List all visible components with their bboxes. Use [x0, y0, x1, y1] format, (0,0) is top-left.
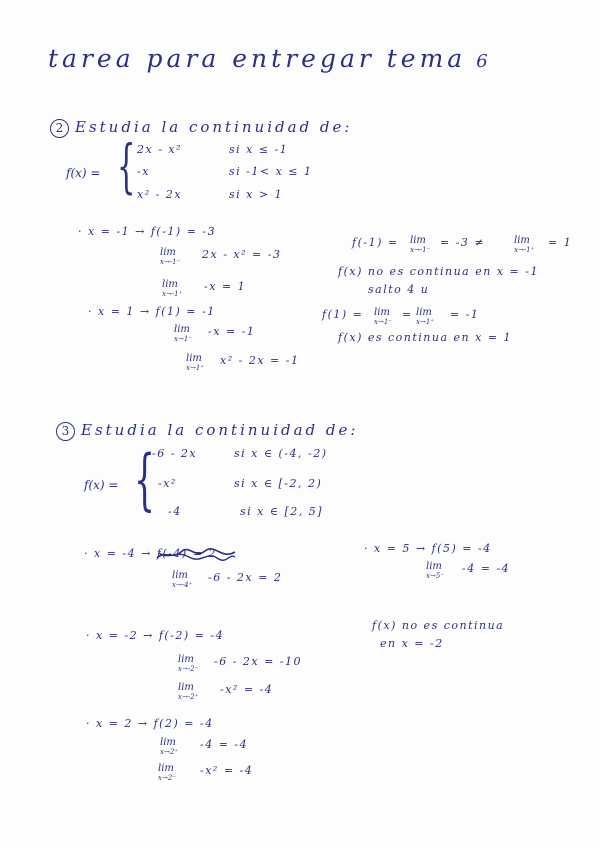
lim-expr: -6 - 2x = 2	[208, 571, 283, 584]
ex2-point-minus-1: · x = -1 → f(-1) = -3	[78, 225, 217, 238]
case-cond: si x ∈ (-4, -2)	[234, 447, 328, 460]
lim-sub: x→1⁺	[186, 364, 204, 372]
lim-word: lim	[410, 235, 426, 246]
lim-sub: x→-1⁺	[514, 246, 535, 254]
ex2-conclusion-1: f(x) es continua en x = 1	[338, 331, 513, 344]
ex3-point-2: · x = 2 → f(2) = -4	[86, 717, 214, 730]
r-text: = 1	[548, 236, 573, 249]
lim-word: lim	[160, 737, 176, 748]
lim-sub: x→2⁻	[158, 774, 176, 782]
case-cond: si -1< x ≤ 1	[229, 165, 313, 178]
lim-expr: -x² = -4	[200, 764, 254, 777]
ex2-conclusion-minus-1: f(x) no es continua en x = -1	[338, 265, 539, 278]
lim-sub: x→-4⁺	[172, 581, 193, 589]
case-expr: -6 - 2x	[152, 447, 198, 460]
lim-word: lim	[178, 654, 194, 665]
point-text: · x = -4 →	[84, 547, 152, 560]
lim-word: lim	[514, 235, 530, 246]
page-title	[48, 44, 488, 73]
lim-sub: x→-2⁻	[178, 665, 199, 673]
case-expr: -x²	[158, 477, 177, 490]
lim-sub: x→5⁻	[426, 572, 444, 580]
exercise-3-number: 3	[56, 422, 75, 441]
ex2-salto: salto 4 u	[368, 283, 430, 296]
exercise-2-case-3	[137, 188, 283, 201]
lim-word: lim	[160, 247, 176, 258]
r-text: = -3 ≠	[440, 236, 486, 249]
ex3-conclusion-line-2: en x = -2	[380, 637, 444, 650]
case-cond: si x ≤ -1	[229, 143, 289, 156]
lim-sub: x→2⁺	[160, 748, 178, 756]
exercise-3-case-2	[158, 477, 322, 490]
lim-expr: -4 = -4	[200, 738, 249, 751]
lim-word: lim	[374, 307, 390, 318]
case-cond: si x ∈ [-2, 2)	[234, 477, 323, 490]
exercise-3-brace: {	[134, 441, 155, 518]
lim-word: lim	[158, 763, 174, 774]
r-text: =	[402, 308, 413, 321]
lim-word: lim	[186, 353, 202, 364]
crossed-out-text	[157, 547, 217, 560]
ex3-point-minus-4	[84, 547, 217, 560]
lim-word: lim	[416, 307, 432, 318]
exercise-2-number: 2	[50, 119, 69, 138]
lim-word: lim	[178, 682, 194, 693]
case-cond: si x ∈ [2, 5]	[240, 505, 324, 518]
exercise-3-heading	[56, 421, 358, 441]
lim-sub: x→-2⁺	[178, 693, 199, 701]
exercise-2-brace: {	[117, 132, 136, 200]
lim-sub: x→1⁻	[174, 335, 192, 343]
exercise-2-case-2	[137, 165, 313, 178]
title-number: 6	[476, 51, 488, 72]
lim-expr: -x = 1	[204, 280, 247, 293]
ex3-point-5: · x = 5 → f(5) = -4	[364, 542, 492, 555]
title-text: tarea para entregar tema	[48, 44, 467, 73]
case-cond: si x > 1	[229, 188, 284, 201]
lim-word: lim	[172, 570, 188, 581]
ex3-conclusion-line-1: f(x) no es continua	[372, 619, 505, 632]
lim-expr: 2x - x² = -3	[202, 248, 282, 261]
lim-expr: -x² = -4	[220, 683, 274, 696]
case-expr: x² - 2x	[137, 188, 183, 201]
lim-word: lim	[162, 279, 178, 290]
scribble-strike	[155, 548, 237, 562]
lim-sub: x→-1⁻	[160, 258, 181, 266]
case-expr: -x	[137, 165, 150, 178]
exercise-2-heading-text: Estudia la continuidad de:	[75, 118, 353, 136]
lim-sub: x→-1⁻	[410, 246, 431, 254]
case-expr: -4	[168, 505, 182, 518]
exercise-3-case-3	[168, 505, 323, 518]
lim-sub: x→1⁻	[374, 318, 392, 326]
exercise-2-heading	[50, 118, 352, 138]
lim-word: lim	[426, 561, 442, 572]
lim-expr: x² - 2x = -1	[220, 354, 300, 367]
lim-word: lim	[174, 324, 190, 335]
r-text: f(-1) =	[352, 236, 399, 249]
r-text: = -1	[450, 308, 480, 321]
lim-expr: -x = -1	[208, 325, 256, 338]
crossed-value: f(-4) = 2	[156, 547, 217, 560]
lim-sub: x→-1⁺	[162, 290, 183, 298]
r-text: f(1) =	[322, 308, 364, 321]
ex3-point-minus-2: · x = -2 → f(-2) = -4	[86, 629, 225, 642]
exercise-3-heading-text: Estudia la continuidad de:	[81, 421, 359, 439]
exercise-2-fx-label: f(x) =	[66, 166, 101, 180]
lim-expr: -4 = -4	[462, 562, 511, 575]
exercise-3-fx-label: f(x) =	[84, 478, 119, 492]
case-expr: 2x - x²	[137, 143, 183, 156]
exercise-2-case-1	[137, 143, 288, 156]
exercise-3-case-1	[152, 447, 328, 460]
lim-expr: -6 - 2x = -10	[214, 655, 303, 668]
lim-sub: x→1⁺	[416, 318, 434, 326]
ex2-point-1: · x = 1 → f(1) = -1	[88, 305, 216, 318]
